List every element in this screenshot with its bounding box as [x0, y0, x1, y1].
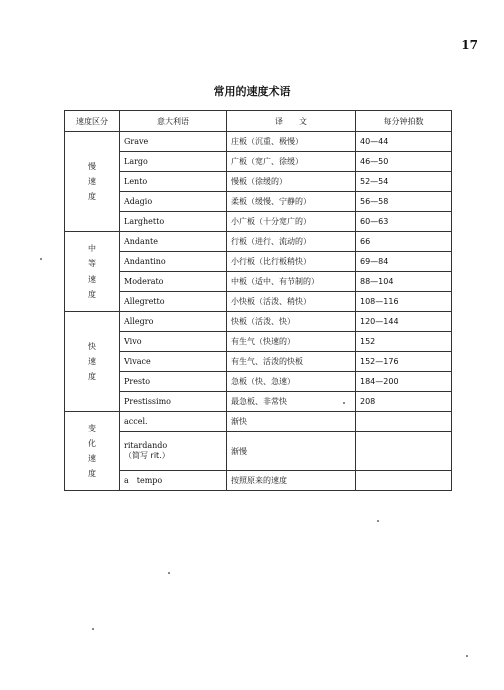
table-row [65, 192, 452, 212]
italian-term [120, 172, 227, 192]
speed-category-cell [65, 412, 120, 491]
header-translation: 译 文 [227, 111, 356, 132]
italian-term [120, 471, 227, 491]
scan-speck [343, 402, 345, 404]
speed-category-char: 度 [88, 469, 96, 479]
page-number: 17 [461, 38, 478, 52]
scan-speck [40, 258, 42, 260]
table-row [65, 372, 452, 392]
speed-category-char: 速 [88, 356, 96, 366]
speed-category-cell [65, 132, 120, 232]
scan-speck [168, 572, 170, 574]
translation: 最急板、非常快 [227, 392, 356, 412]
header-italian: 意大利语 [120, 111, 227, 132]
italian-term-text: Vivo [124, 337, 142, 346]
scan-speck [92, 628, 94, 630]
table-row [65, 232, 452, 252]
italian-term-text: Andante [124, 237, 158, 246]
beats-per-minute [356, 412, 452, 432]
beats-per-minute: 152—176 [356, 352, 452, 372]
italian-term-text: Largo [124, 157, 148, 166]
italian-term-text: Andantino [124, 257, 166, 266]
italian-term-note: （简写 rit.） [124, 451, 170, 460]
translation: 小行板（比行板稍快） [227, 252, 356, 272]
beats-per-minute: 208 [356, 392, 452, 412]
speed-category-char: 速 [88, 454, 96, 463]
beats-per-minute [356, 432, 452, 471]
table-row [65, 352, 452, 372]
italian-term-text: Vivace [124, 357, 151, 366]
translation: 柔板（缓慢、宁静的） [227, 192, 356, 212]
scan-speck [466, 655, 468, 657]
table-row [65, 292, 452, 312]
beats-per-minute: 88—104 [356, 272, 452, 292]
translation: 急板（快、急速） [227, 372, 356, 392]
italian-term [120, 192, 227, 212]
beats-per-minute: 46—50 [356, 152, 452, 172]
beats-per-minute: 69—84 [356, 252, 452, 272]
header-speed-category: 速度区分 [65, 111, 120, 132]
table-row [65, 172, 452, 192]
translation: 有生气（快速的） [227, 332, 356, 352]
speed-category-char: 速 [88, 274, 96, 284]
translation: 按照原来的速度 [227, 471, 356, 491]
translation: 中板（适中、有节制的） [227, 272, 356, 292]
speed-category-char: 度 [88, 289, 96, 299]
italian-term [120, 392, 227, 412]
table-row [65, 471, 452, 491]
italian-term [120, 432, 227, 471]
scan-speck [377, 520, 379, 522]
speed-category-char: 慢 [88, 161, 96, 171]
italian-term-text: Larghetto [124, 217, 165, 226]
translation: 有生气、活泼的快板 [227, 352, 356, 372]
table-row [65, 252, 452, 272]
tempo-terms-table [64, 110, 452, 491]
translation: 行板（进行、流动的） [227, 232, 356, 252]
translation: 渐慢 [227, 432, 356, 471]
translation: 小广板（十分宽广的） [227, 212, 356, 232]
italian-term-text: Moderato [124, 277, 164, 286]
italian-term-text: Presto [124, 377, 151, 386]
beats-per-minute: 56—58 [356, 192, 452, 212]
beats-per-minute: 108—116 [356, 292, 452, 312]
speed-category-char: 速 [88, 176, 96, 186]
speed-category-char: 化 [88, 438, 96, 448]
header-bpm: 每分钟拍数 [356, 111, 452, 132]
table-row [65, 412, 452, 432]
speed-category-char: 度 [88, 192, 96, 202]
beats-per-minute: 184—200 [356, 372, 452, 392]
speed-category-cell [65, 232, 120, 312]
speed-category-char: 快 [88, 341, 96, 351]
table-row [65, 312, 452, 332]
italian-term [120, 272, 227, 292]
translation: 渐快 [227, 412, 356, 432]
speed-category-char: 中 [88, 244, 96, 254]
italian-term [120, 132, 227, 152]
italian-term-text: Allegro [124, 317, 154, 326]
italian-term [120, 212, 227, 232]
italian-term [120, 352, 227, 372]
translation: 小快板（活泼、稍快） [227, 292, 356, 312]
italian-term [120, 312, 227, 332]
speed-category-char: 等 [88, 259, 96, 269]
translation: 慢板（徐缓的） [227, 172, 356, 192]
beats-per-minute: 52—54 [356, 172, 452, 192]
italian-term-text: Grave [124, 137, 149, 146]
translation: 广板（宽广、徐缓） [227, 152, 356, 172]
page-title: 常用的速度术语 [213, 85, 291, 98]
beats-per-minute [356, 471, 452, 491]
table-row [65, 392, 452, 412]
beats-per-minute: 40—44 [356, 132, 452, 152]
italian-term [120, 292, 227, 312]
italian-term [120, 232, 227, 252]
translation: 庄板（沉重、极慢） [227, 132, 356, 152]
beats-per-minute: 120—144 [356, 312, 452, 332]
italian-term-text: Lento [124, 177, 148, 186]
table-header-row [65, 111, 452, 132]
table-row [65, 152, 452, 172]
italian-term-text: Prestissimo [124, 397, 171, 406]
italian-term-text: Adagio [124, 197, 153, 206]
italian-term-text: a tempo [124, 476, 163, 485]
beats-per-minute: 152 [356, 332, 452, 352]
italian-term-text: Allegretto [124, 297, 165, 306]
speed-category-char: 度 [88, 372, 96, 382]
table-row [65, 432, 452, 471]
speed-category-char: 变 [88, 423, 96, 433]
table-row [65, 212, 452, 232]
italian-term [120, 152, 227, 172]
italian-term [120, 252, 227, 272]
table-row [65, 132, 452, 152]
table-row [65, 272, 452, 292]
italian-term [120, 412, 227, 432]
beats-per-minute: 66 [356, 232, 452, 252]
speed-category-cell [65, 312, 120, 412]
italian-term [120, 332, 227, 352]
italian-term [120, 372, 227, 392]
translation: 快板（活泼、快） [227, 312, 356, 332]
table-row [65, 332, 452, 352]
beats-per-minute: 60—63 [356, 212, 452, 232]
italian-term-text: ritardando [124, 441, 168, 450]
italian-term-text: accel. [124, 417, 148, 426]
